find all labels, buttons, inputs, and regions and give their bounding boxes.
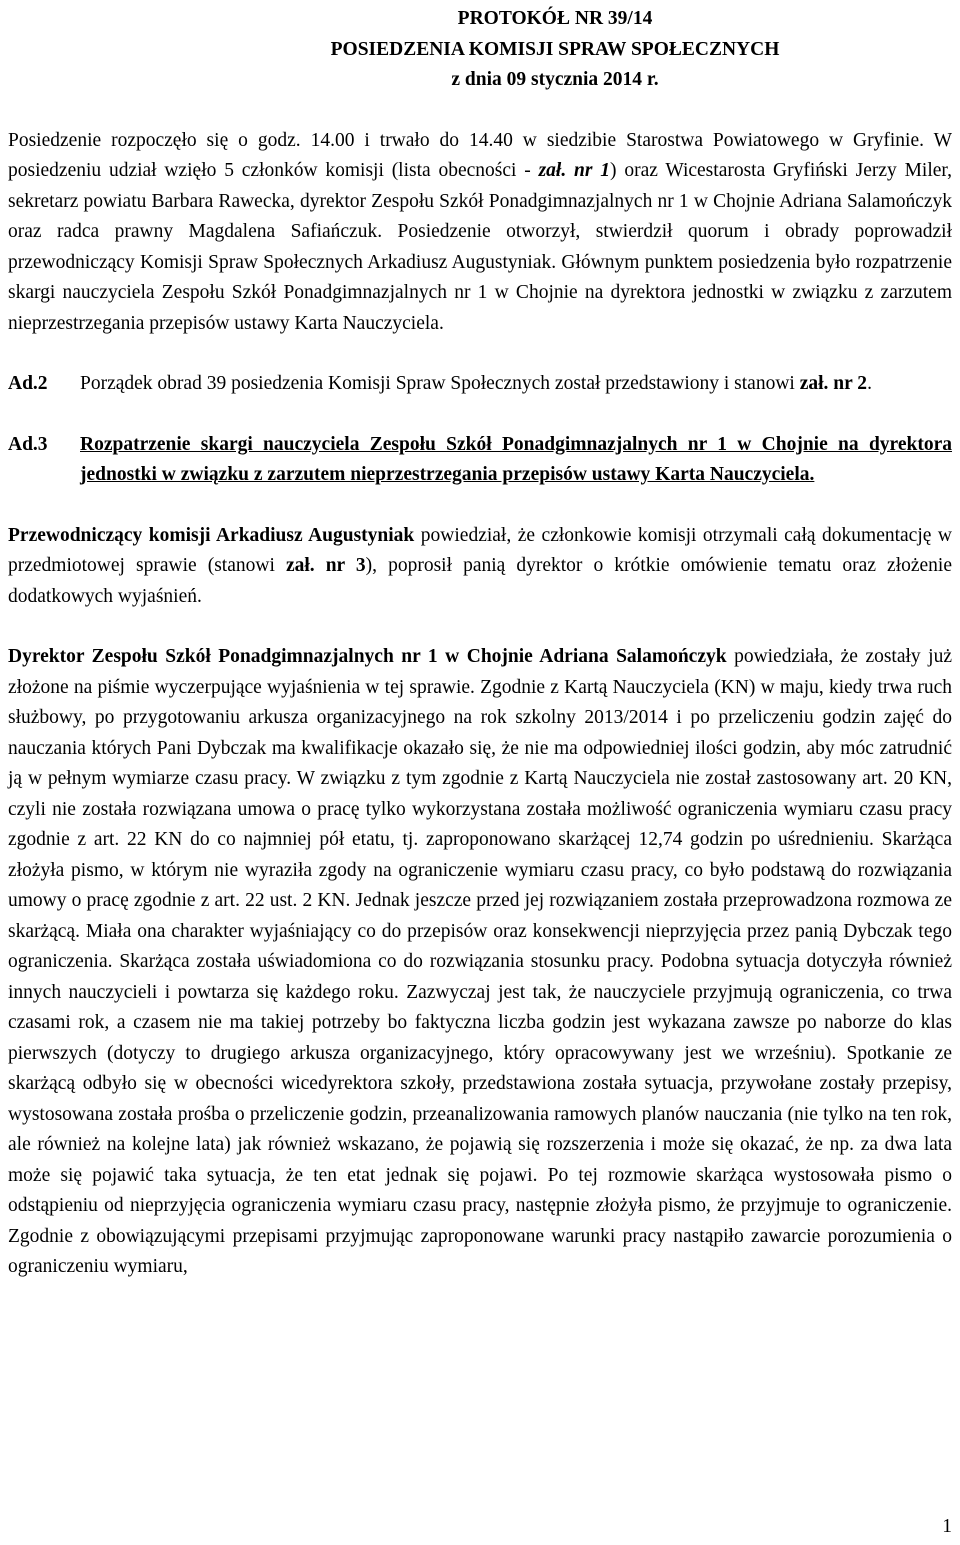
committee-title: POSIEDZENIA KOMISJI SPRAW SPOŁECZNYCH (330, 38, 780, 60)
speaker-name: Przewodniczący komisji Arkadiusz Augustyniak (8, 524, 415, 546)
attachment-ref-2: zał. nr 2 (799, 373, 868, 394)
agenda-item-text: Porządek obrad 39 posiedzenia Komisji Spraw Społecznych został przedstawiony i stanowi zał. nr 2. (80, 373, 872, 394)
agenda-item-label: Ad.2 (8, 373, 48, 394)
meeting-date: z dnia 09 stycznia 2014 r. (451, 69, 659, 90)
agenda-item-3 (8, 430, 952, 491)
chairman-paragraph: Przewodniczący komisji Arkadiusz Augustyniak powiedział, że członkowie komisji otrzymali całą dokumentację w przedmiotowej sprawie (stanowi zał. nr 3), poprosił panią dyrektor o krótkie omówienie tematu oraz złożenie dodatkowych wyjaśnień. (8, 524, 952, 607)
attachment-ref-3: zał. nr 3 (285, 555, 366, 576)
director-paragraph: Dyrektor Zespołu Szkół Ponadgimnazjalnych nr 1 w Chojnie Adriana Salamończyk powiedziała, że zostały już złożone na piśmie wyczerpujące wyjaśnienia w tej sprawie. Zgodnie z Kartą Nauczyciela (KN) w maju, kiedy trwa ruch służbowy, po przygotowaniu arkusza organizacyjnego na rok szkolny 2013/2014 i po przeliczeniu godzin zajęć do nauczania których Pani Dybczak ma kwalifikacje okazało się, że nie ma odpowiedniej ilości godzin, aby móc zatrudnić ją w pełnym wymiarze czasu pracy. W związku z tym zgodnie z Kartą Nauczyciela nie został zastosowany art. 20 KN, czyli nie została rozwiązana umowa o pracę tylko wykorzystana została możliwość ograniczenia wymiaru czasu pracy zgodnie z art. 22 KN do co najmniej pół etatu, tj. zaproponowano skarżącej 12,74 godzin po uśrednieniu. Skarżąca złożyła pismo, w którym nie wyraziła zgody na ograniczenie wymiaru czasu pracy, co było podstawą do rozwiązania umowy o pracę zgodnie z art. 22 ust. 2 KN. Jednak jeszcze przed jej rozwiązaniem została przeprowadzona rozmowa ze skarżącą. Miała ona charakter wyjaśniający co do przepisów oraz konsekwencji nieprzyjęcia przez panią Dybczak tego ograniczenia. Skarżąca została uświadomiona co do rozwiązania stosunku pracy. Podobna sytuacja dotyczyła również innych nauczycieli i powtarza się każdego roku. Zazwyczaj jest tak, że nauczyciele przyjmują ograniczenia, co trwa czasami rok, a czasem nie ma takiej potrzeby bo faktyczna liczba godzin jest wykazana zawsze po naborze do klas pierwszych (dotyczy to drugiego arkusza organizacyjnego, który opracowywany jest we wrześniu). Spotkanie ze skarżącą odbyło się w obecności wicedyrektora szkoły, przedstawiona została sytuacja, przywołane zostały przepisy, wystosowana została prośba o przeliczenie godzin, przeanalizowania ramowych planów nauczania (nie tylko na ten rok, ale również na kolejne lata) jak również wskazano, że pojawią się rozszerzenia i może się okazać, że np. za dwa lata może się pojawić taka sytuacja, że ten etat jednak się pojawi. Po tej rozmowie skarżąca wystosowała pismo o odstąpieniu od nieprzyjęcia ograniczenia wymiaru czasu pracy, następnie złożyła pismo, że przyjmuje to ograniczenie. Zgodnie z obowiązującymi przepisami przyjmując zaproponowane warunki pracy nastąpiło zawarcie porozumienia o ograniczeniu wymiaru, (8, 646, 952, 1277)
attachment-ref-1: zał. nr 1 (538, 160, 611, 181)
document-header (8, 4, 952, 96)
page-number: 1 (942, 1516, 952, 1537)
speaker-name: Dyrektor Zespołu Szkół Ponadgimnazjalnych nr 1 w Chojnie Adriana Salamończyk (8, 646, 727, 667)
agenda-item-2 (8, 369, 952, 400)
intro-paragraph: Posiedzenie rozpoczęło się o godz. 14.00 i trwało do 14.40 w siedzibie Starostwa Powiatowego w Gryfinie. W posiedzeniu udział wzięło 5 członków komisji (lista obecności - zał. nr 1) oraz Wicestarosta Gryfiński Jerzy Miler, sekretarz powiatu Barbara Rawecka, dyrektor Zespołu Szkół Ponadgimnazjalnych nr 1 w Chojnie Adriana Salamończyk oraz radca prawny Magdalena Safiańczuk. Posiedzenie otworzył, stwierdził quorum i obrady poprowadził przewodniczący Komisji Spraw Społecznych Arkadiusz Augustyniak. Głównym punktem posiedzenia było rozpatrzenie skargi nauczyciela Zespołu Szkół Ponadgimnazjalnych nr 1 w Chojnie na dyrektora jednostki w związku z zarzutem nieprzestrzegania przepisów ustawy Karta Nauczyciela. (8, 129, 952, 334)
agenda-item-label: Ad.3 (8, 433, 48, 455)
agenda-item-text: Rozpatrzenie skargi nauczyciela Zespołu Szkół Ponadgimnazjalnych nr 1 w Chojnie na dyrektora jednostki w związku z zarzutem nieprzestrzegania przepisów ustawy Karta Nauczyciela. (80, 433, 952, 485)
protocol-title: PROTOKÓŁ NR 39/14 (457, 8, 653, 29)
